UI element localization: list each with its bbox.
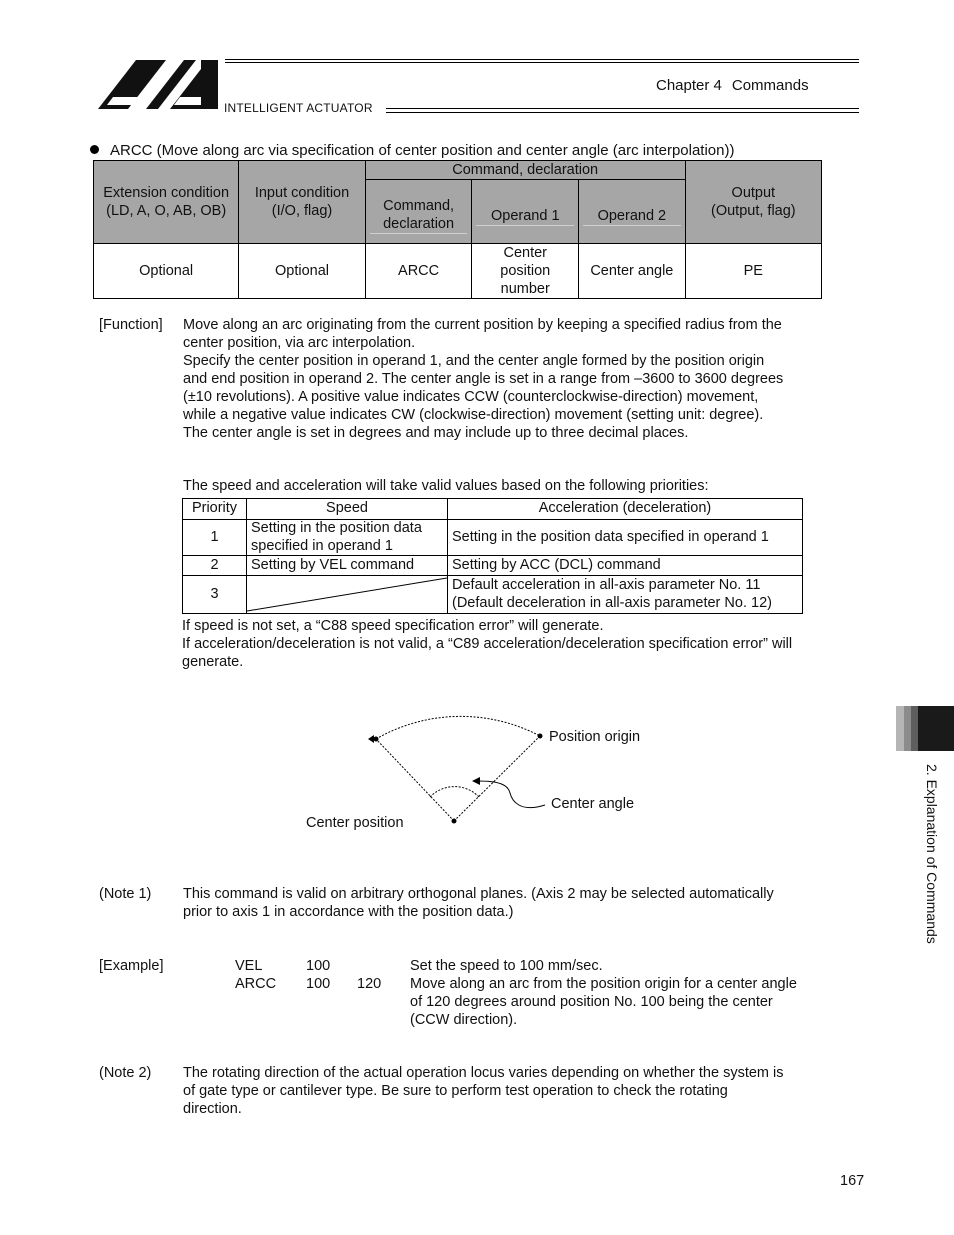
iai-logo — [98, 57, 220, 111]
page-number: 167 — [840, 1173, 865, 1189]
chapter-heading — [656, 77, 809, 94]
accel-cell: Setting by ACC (DCL) command — [448, 556, 803, 576]
header-rule-top-2 — [225, 62, 859, 63]
header-operand-2: Operand 2 — [579, 180, 686, 244]
table-row — [183, 520, 803, 556]
center-position-point — [452, 819, 457, 824]
cell-input: Optional — [239, 244, 365, 299]
arc-end-point — [374, 737, 379, 742]
speed-cell-empty — [247, 576, 448, 614]
header-extension-condition: Extension condition (LD, A, O, AB, OB) — [94, 161, 239, 244]
section-title-text: ARCC (Move along arc via specification of center position and center angle (arc interpolation)) — [110, 142, 735, 159]
cell-operand-1: Center position number — [472, 244, 579, 299]
angle-arrowhead-icon — [472, 777, 480, 785]
header-rule-top — [225, 59, 859, 60]
table-row — [183, 576, 803, 614]
accel-cell: Default acceleration in all-axis parameter No. 11 (Default deceleration in all-axis parameter No. 12) — [448, 576, 803, 614]
example-op1-1: 100 — [306, 958, 331, 974]
note1-label: (Note 1) — [99, 886, 152, 902]
header-command-declaration-group: Command, declaration — [365, 161, 685, 180]
error-notes: If speed is not set, a “C88 speed specification error” will generate. If acceleration/deceleration is not valid, a “C89 acceleration/deceleration specification error” will generate. — [182, 618, 793, 670]
cell-command: ARCC — [365, 244, 472, 299]
diagonal-slash — [247, 576, 447, 613]
example-op1-2: 100 — [306, 976, 331, 992]
function-text: Move along an arc originating from the current position by keeping a specified radius from the center position, via arc interpolation. Specify the center position in operand 1, and the center angle formed by the position origin and end position in operand 2. The center angle is set in a range from –3600 to 3600 degrees (±10 revolutions). A positive value indicates CCW (counterclockwise-direction) movement, while a negative value indicates CW (clockwise-direction) movement (setting unit: degree). The center angle is set in degrees and may include up to three decimal places. — [183, 317, 784, 441]
accel-header: Acceleration (deceleration) — [448, 499, 803, 520]
bullet-dot-icon — [90, 145, 99, 154]
priority-table — [182, 498, 803, 614]
priority-intro: The speed and acceleration will take valid values based on the following priorities: — [183, 478, 709, 494]
cell-operand-2: Center angle — [579, 244, 686, 299]
note2-text: The rotating direction of the actual operation locus varies depending on whether the system is of gate type or cantilever type. Be sure to perform test operation to check the rotating direction. — [183, 1065, 784, 1117]
priority-cell: 3 — [183, 576, 247, 614]
header-rule-bottom — [386, 108, 859, 113]
position-origin-point — [538, 734, 543, 739]
chapter-number: Chapter 4 — [656, 77, 722, 94]
label-position-origin: Position origin — [549, 729, 641, 745]
note2-label: (Note 2) — [99, 1065, 152, 1081]
header-operand-1: Operand 1 — [472, 180, 579, 244]
header-command: Command, declaration — [365, 180, 472, 244]
example-cmd-1: VEL — [235, 958, 263, 974]
note1-text: This command is valid on arbitrary orthogonal planes. (Axis 2 may be selected automatically prior to axis 1 in accordance with the position data.) — [183, 886, 774, 920]
function-label: [Function] — [99, 317, 163, 333]
header-output: Output (Output, flag) — [685, 161, 821, 244]
side-tab-label: 2. Explanation of Commands — [924, 764, 940, 944]
header-input-condition: Input condition (I/O, flag) — [239, 161, 365, 244]
table-row — [183, 556, 803, 576]
priority-cell: 1 — [183, 520, 247, 556]
example-desc-2: Move along an arc from the position origin for a center angle of 120 degrees around position No. 100 being the center (CCW direction). — [410, 976, 797, 1028]
label-center-angle: Center angle — [551, 796, 635, 812]
label-center-position: Center position — [306, 815, 404, 831]
priority-header: Priority — [183, 499, 247, 520]
section-title — [90, 142, 734, 159]
cell-extension: Optional — [94, 244, 239, 299]
arc-arrowhead-icon — [368, 735, 374, 743]
speed-cell: Setting in the position data specified in operand 1 — [247, 520, 448, 556]
example-label: [Example] — [99, 958, 164, 974]
brand-text: INTELLIGENT ACTUATOR — [224, 101, 373, 115]
example-desc-1: Set the speed to 100 mm/sec. — [410, 958, 603, 974]
example-cmd-2: ARCC — [235, 976, 277, 992]
cell-output: PE — [685, 244, 821, 299]
example-op2-2: 120 — [357, 976, 382, 992]
command-table — [93, 160, 822, 299]
chapter-side-tab — [896, 706, 954, 751]
chapter-title: Commands — [731, 77, 809, 94]
speed-header: Speed — [247, 499, 448, 520]
accel-cell: Setting in the position data specified in operand 1 — [448, 520, 803, 556]
speed-cell: Setting by VEL command — [247, 556, 448, 576]
priority-cell: 2 — [183, 556, 247, 576]
